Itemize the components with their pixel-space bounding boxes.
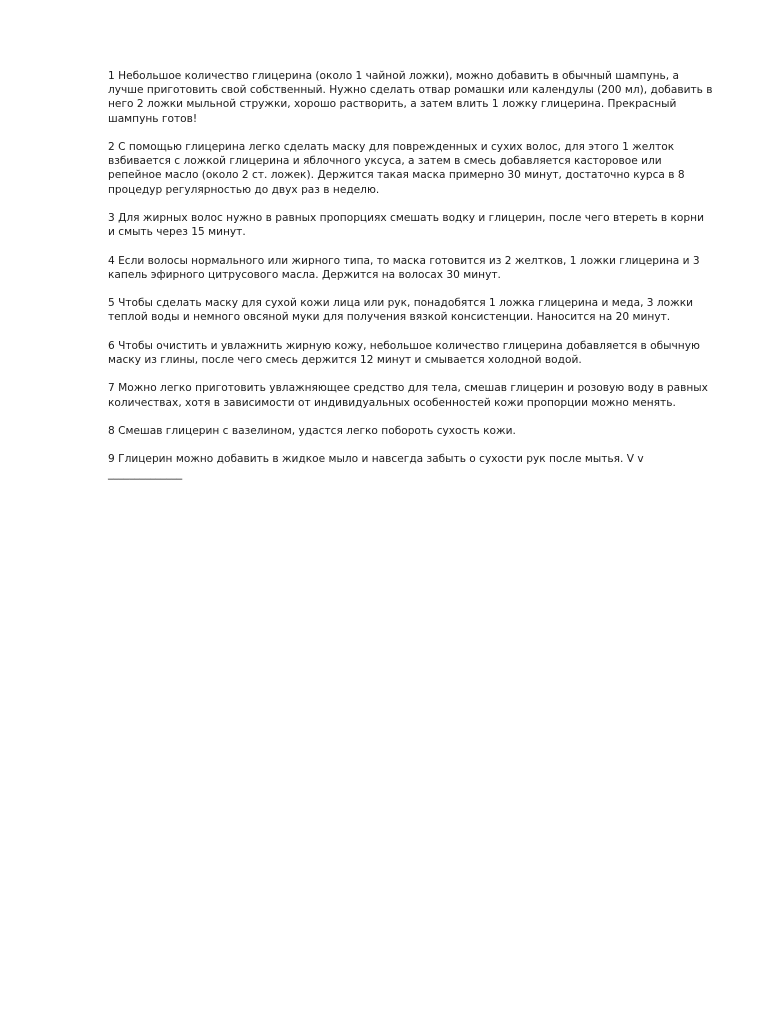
paragraph-7: 7 Можно легко приготовить увлажняющее средство для тела, смешав глицерин и розовую воду в равных количествах, хотя в зависимости от индивидуальных особенностей кожи пропорции можно менять. [108,382,708,409]
paragraph-1: 1 Небольшое количество глицерина (около 1 чайной ложки), можно добавить в обычный шампунь, а лучше приготовить свой собственный. Нужно сделать отвар ромашки или календулы (200 мл), добавить в него 2 ложки мыльной стружки, хорошо растворить, а затем влить 1 ложку глицерина. Прекрасный шампунь готов! [108,70,713,125]
document-body [108,69,714,481]
paragraph-9: 9 Глицерин можно добавить в жидкое мыло и навсегда забыть о сухости рук после мытья. V v [108,453,644,466]
paragraph-3: 3 Для жирных волос нужно в равных пропорциях смешать водку и глицерин, после чего втереть в корни и смыть через 15 минут. [108,212,704,239]
trailing-underline: ______________ [108,467,183,480]
paragraph-2: 2 С помощью глицерина легко сделать маску для поврежденных и сухих волос, для этого 1 желток взбивается с ложкой глицерина и яблочного уксуса, а затем в смесь добавляется касторовое или репейное масло (около 2 ст. ложек). Держится такая маска примерно 30 минут, достаточно курса в 8 процедур регулярностью до двух раз в неделю. [108,141,685,196]
paragraph-4: 4 Если волосы нормального или жирного типа, то маска готовится из 2 желтков, 1 ложки глицерина и 3 капель эфирного цитрусового масла. Держится на волосах 30 минут. [108,254,700,281]
paragraph-5: 5 Чтобы сделать маску для сухой кожи лица или рук, понадобятся 1 ложка глицерина и меда, 3 ложки теплой воды и немного овсяной муки для получения вязкой консистенции. Наносится на 20 минут. [108,297,693,324]
paragraph-8: 8 Смешав глицерин с вазелином, удастся легко побороть сухость кожи. [108,424,516,437]
paragraph-6: 6 Чтобы очистить и увлажнить жирную кожу, небольшое количество глицерина добавляется в обычную маску из глины, после чего смесь держится 12 минут и смывается холодной водой. [108,339,700,366]
